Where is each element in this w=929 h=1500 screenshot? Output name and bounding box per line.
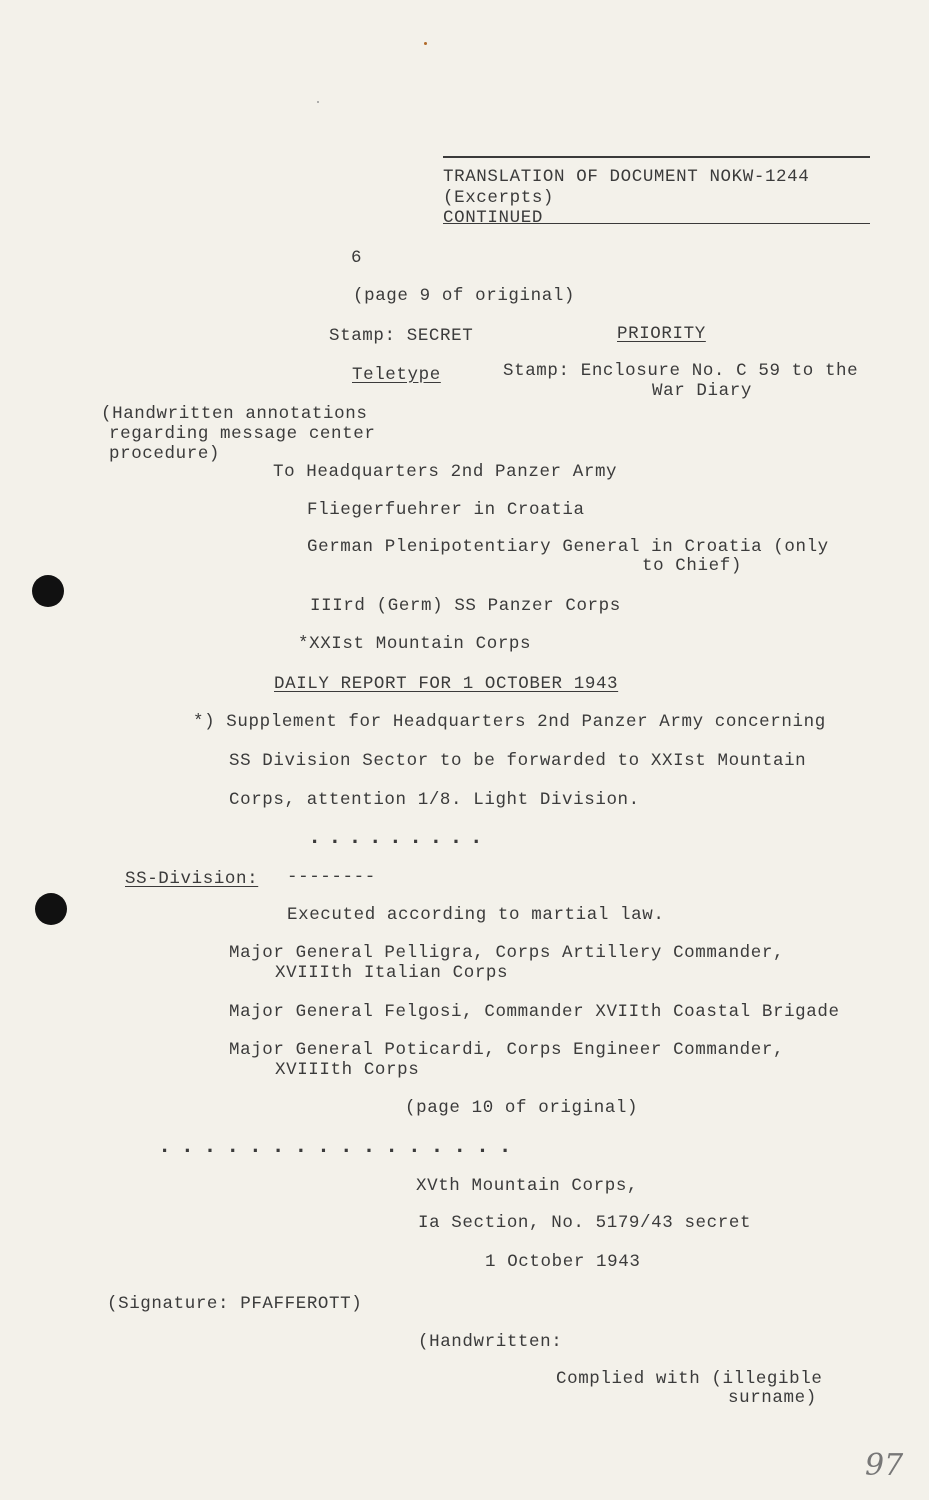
- supplement-line2: SS Division Sector to be forwarded to XXIst Mountain: [229, 751, 807, 771]
- recipient-mountain-corps: *XXIst Mountain Corps: [298, 634, 532, 654]
- header-title-line2: (Excerpts): [443, 188, 555, 208]
- closing-section: Ia Section, No. 5179/43 secret: [418, 1213, 752, 1233]
- stamp-secret: Stamp: SECRET: [329, 326, 474, 346]
- paper-speck: [317, 101, 319, 103]
- person-2-line1: Major General Felgosi, Commander XVIIth Coastal Brigade: [229, 1002, 840, 1022]
- recipient-hq: To Headquarters 2nd Panzer Army: [273, 462, 618, 482]
- separator-dots-1: .........: [308, 825, 490, 850]
- priority-label: PRIORITY: [617, 324, 706, 344]
- complied-line2: surname): [728, 1388, 817, 1408]
- recipient-plenipotentiary-line2: to Chief): [642, 556, 742, 576]
- person-1-line2: XVIIIth Italian Corps: [275, 963, 509, 983]
- executed-text: Executed according to martial law.: [287, 905, 665, 925]
- margin-handwritten-number: 97: [865, 1448, 904, 1483]
- paper-speck: [424, 42, 427, 45]
- signature: (Signature: PFAFFEROTT): [107, 1294, 363, 1314]
- header-title-line3: CONTINUED: [443, 208, 543, 228]
- recipient-plenipotentiary-line1: German Plenipotentiary General in Croatia (only: [307, 537, 829, 557]
- header-bottom-rule: [443, 223, 870, 224]
- closing-date: 1 October 1943: [485, 1252, 641, 1272]
- header-top-rule: [443, 156, 870, 158]
- teletype-label: Teletype: [352, 365, 441, 385]
- recipient-fliegerfuehrer: Fliegerfuehrer in Croatia: [307, 500, 585, 520]
- recipient-ss-corps: IIIrd (Germ) SS Panzer Corps: [310, 596, 621, 616]
- page-ref-bottom: (page 10 of original): [405, 1098, 639, 1118]
- supplement-line3: Corps, attention 1/8. Light Division.: [229, 790, 640, 810]
- person-3-line1: Major General Poticardi, Corps Engineer Commander,: [229, 1040, 785, 1060]
- punch-hole-bottom: [35, 893, 67, 925]
- punch-hole-top: [32, 575, 64, 607]
- report-title: DAILY REPORT FOR 1 OCTOBER 1943: [274, 674, 619, 694]
- ss-division-label: SS-Division:: [125, 869, 259, 889]
- page-number: 6: [351, 248, 363, 268]
- stamp-enclosure-line1: Stamp: Enclosure No. C 59 to the: [503, 361, 859, 381]
- complied-line1: Complied with (illegible: [556, 1369, 823, 1389]
- handwritten-label: (Handwritten:: [418, 1332, 563, 1352]
- stamp-enclosure-line2: War Diary: [652, 381, 752, 401]
- person-1-line1: Major General Pelligra, Corps Artillery Commander,: [229, 943, 785, 963]
- handwritten-annotation-line3: procedure): [109, 444, 221, 464]
- handwritten-annotation-line2: regarding message center: [109, 424, 376, 444]
- person-3-line2: XVIIIth Corps: [275, 1060, 420, 1080]
- ss-division-dashes: --------: [287, 867, 376, 887]
- supplement-line1: *) Supplement for Headquarters 2nd Panzer Army concerning: [193, 712, 826, 732]
- header-title-line1: TRANSLATION OF DOCUMENT NOKW-1244: [443, 167, 810, 187]
- handwritten-annotation-line1: (Handwritten annotations: [101, 404, 368, 424]
- closing-corps: XVth Mountain Corps,: [416, 1176, 639, 1196]
- separator-dots-2: ................: [158, 1134, 522, 1159]
- page-ref-top: (page 9 of original): [353, 286, 576, 306]
